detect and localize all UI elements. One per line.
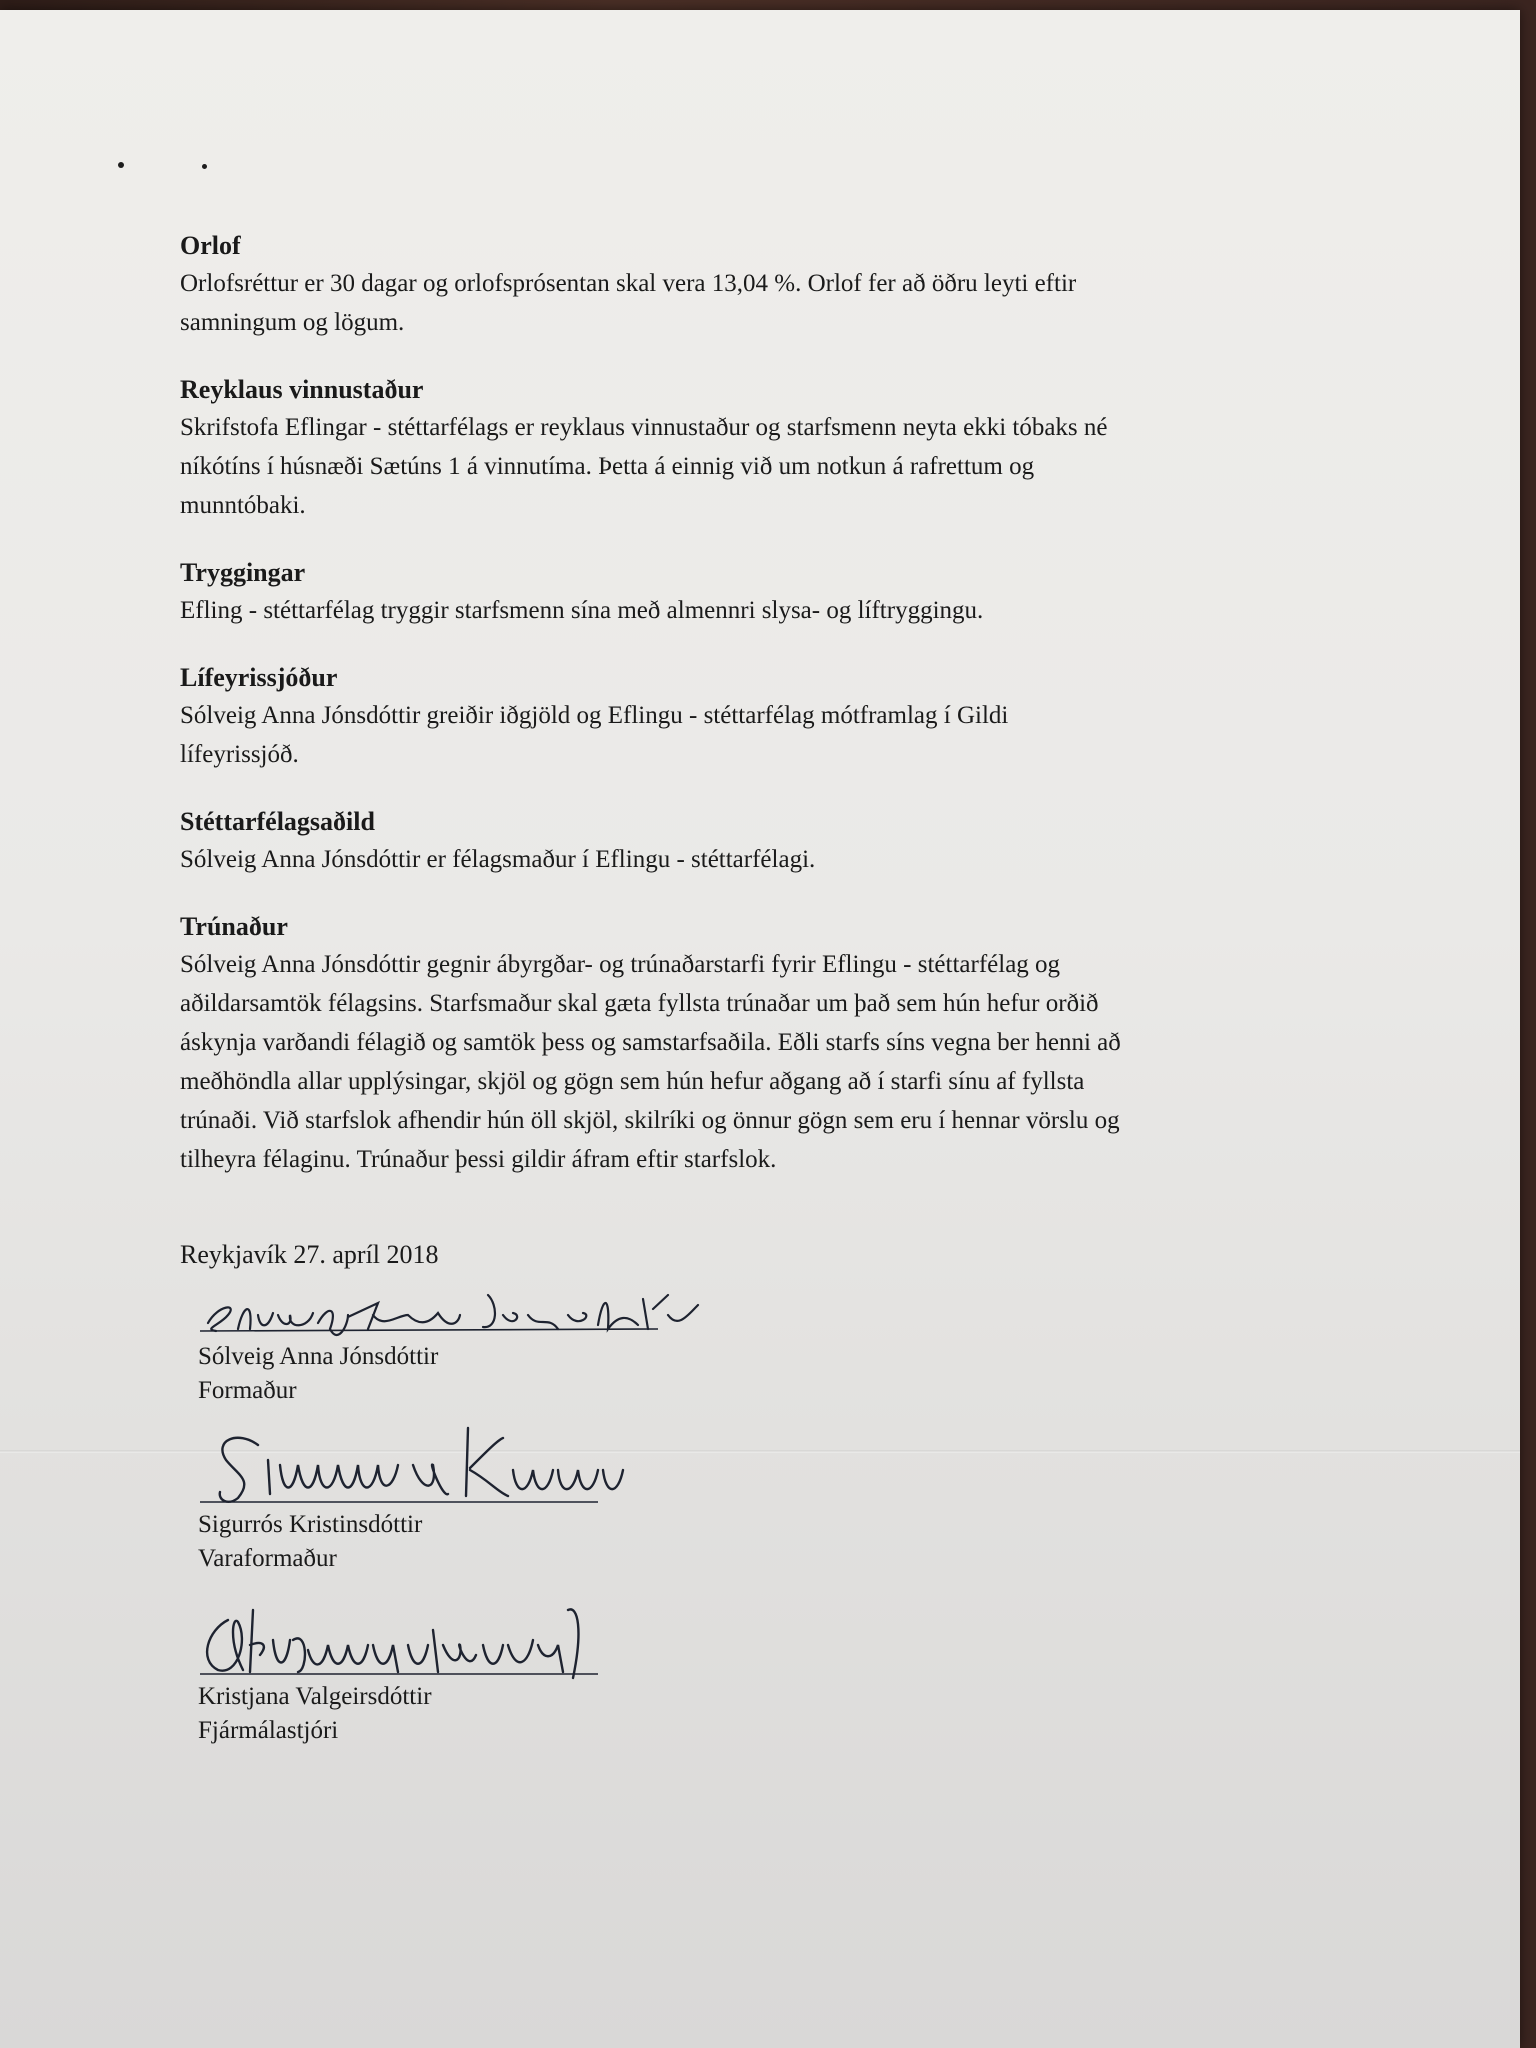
handwritten-signature <box>198 1600 738 1680</box>
section-stettarfelagsadild <box>180 804 1380 879</box>
section-heading: Lífeyrissjóður <box>180 663 338 692</box>
signatory-title: Varaformaður <box>198 1545 337 1572</box>
section-heading: Reyklaus vinnustaður <box>180 375 424 404</box>
section-text: Efling - stéttarfélag tryggir starfsmenn sína með almennri slysa- og líftryggingu. <box>180 597 984 624</box>
section-trunadur <box>180 909 1380 1179</box>
signatory-name: Sigurrós Kristinsdóttir <box>198 1511 423 1538</box>
signature-block-1 <box>198 1285 718 1408</box>
section-heading: Stéttarfélagsaðild <box>180 807 375 836</box>
handwritten-signature <box>198 1420 738 1508</box>
section-heading: Trúnaður <box>180 912 288 941</box>
ink-dot <box>118 162 124 168</box>
section-reyklaus <box>180 372 1380 525</box>
section-heading: Tryggingar <box>180 558 306 587</box>
signatory-name: Sólveig Anna Jónsdóttir <box>198 1343 439 1370</box>
place-date: Reykjavík 27. apríl 2018 <box>180 1240 439 1269</box>
section-heading: Orlof <box>180 231 241 260</box>
section-text: Orlofsréttur er 30 dagar og orlofsprósentan skal vera 13,04 %. Orlof fer að öðru leyti eftir samningum og lögum. <box>180 270 1077 336</box>
signature-block-3 <box>198 1600 718 1748</box>
handwritten-signature <box>198 1285 718 1340</box>
section-orlof <box>180 228 1380 342</box>
section-tryggingar <box>180 555 1380 630</box>
ink-dot <box>202 164 207 169</box>
section-text: Sólveig Anna Jónsdóttir gegnir ábyrgðar- og trúnaðarstarfi fyrir Eflingu - stéttarfélag og aðildarsamtök félagsins. Starfsmaður skal gæta fyllsta trúnaðar um það sem hún hefur orðið áskynja varðandi félagið og samtök þess og samstarfsaðila. Eðli starfs síns vegna ber henni að meðhöndla allar upplýsingar, skjöl og gögn sem hún hefur aðgang að í starfi sínu af fyllsta trúnaði. Við starfslok afhendir hún öll skjöl, skilríki og önnur gögn sem eru í hennar vörslu og tilheyra félaginu. Trúnaður þessi gildir áfram eftir starfslok. <box>180 951 1121 1173</box>
document-body <box>180 228 1380 1273</box>
section-text: Sólveig Anna Jónsdóttir er félagsmaður í Eflingu - stéttarfélagi. <box>180 846 816 873</box>
signatory-name: Kristjana Valgeirsdóttir <box>198 1683 432 1710</box>
section-text: Skrifstofa Eflingar - stéttarfélags er reyklaus vinnustaður og starfsmenn neyta ekki tóbaks né níkótíns í húsnæði Sætúns 1 á vinnutíma. Þetta á einnig við um notkun á rafrettum og munntóbaki. <box>180 414 1108 519</box>
signatory-title: Fjármálastjóri <box>198 1717 339 1744</box>
signatory-title: Formaður <box>198 1377 297 1404</box>
section-lifeyrissjodur <box>180 660 1380 774</box>
section-text: Sólveig Anna Jónsdóttir greiðir iðgjöld og Eflingu - stéttarfélag mótframlag í Gildi lífeyrissjóð. <box>180 702 1009 768</box>
signature-block-2 <box>198 1420 718 1576</box>
